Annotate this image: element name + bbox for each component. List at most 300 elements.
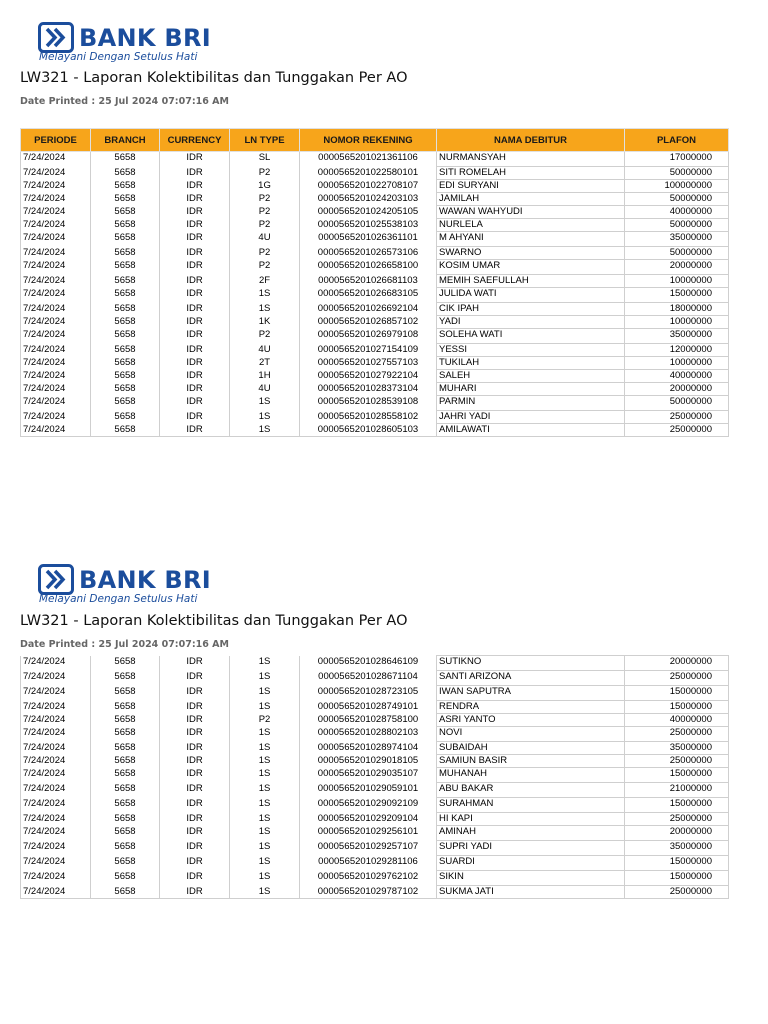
cell-currency: IDR bbox=[160, 193, 230, 206]
cell-branch: 5658 bbox=[91, 152, 160, 167]
col-header-ln-type: LN TYPE bbox=[230, 129, 300, 152]
cell-nomor-rekening: 0000565201028558102 bbox=[300, 411, 437, 424]
cell-nama-debitur: KOSIM UMAR bbox=[437, 260, 625, 275]
cell-periode: 7/24/2024 bbox=[21, 370, 91, 383]
cell-nama-debitur: CIK IPAH bbox=[437, 303, 625, 316]
cell-branch: 5658 bbox=[91, 344, 160, 357]
cell-nomor-rekening: 0000565201028723105 bbox=[300, 686, 437, 701]
cell-plafon: 15000000 bbox=[625, 798, 729, 813]
cell-nomor-rekening: 0000565201021361106 bbox=[300, 152, 437, 167]
cell-branch: 5658 bbox=[91, 871, 160, 886]
cell-nomor-rekening: 0000565201029281106 bbox=[300, 856, 437, 871]
cell-plafon: 35000000 bbox=[625, 742, 729, 755]
cell-nomor-rekening: 0000565201028539108 bbox=[300, 396, 437, 411]
table-row bbox=[21, 768, 729, 783]
cell-ln-type: 2F bbox=[230, 275, 300, 288]
cell-periode: 7/24/2024 bbox=[21, 755, 91, 768]
cell-branch: 5658 bbox=[91, 856, 160, 871]
table-row bbox=[21, 247, 729, 260]
cell-periode: 7/24/2024 bbox=[21, 180, 91, 193]
cell-nama-debitur: EDI SURYANI bbox=[437, 180, 625, 193]
cell-plafon: 18000000 bbox=[625, 303, 729, 316]
cell-periode: 7/24/2024 bbox=[21, 871, 91, 886]
cell-branch: 5658 bbox=[91, 219, 160, 232]
table-row bbox=[21, 755, 729, 768]
cell-plafon: 15000000 bbox=[625, 768, 729, 783]
cell-plafon: 10000000 bbox=[625, 316, 729, 329]
date-printed: Date Printed : 25 Jul 2024 07:07:16 AM bbox=[20, 96, 229, 107]
cell-nama-debitur: MUHANAH bbox=[437, 768, 625, 783]
cell-branch: 5658 bbox=[91, 303, 160, 316]
table-header-row bbox=[21, 129, 729, 152]
cell-plafon: 100000000 bbox=[625, 180, 729, 193]
cell-ln-type: 1S bbox=[230, 656, 300, 671]
cell-branch: 5658 bbox=[91, 886, 160, 899]
cell-plafon: 21000000 bbox=[625, 783, 729, 798]
table-body-2 bbox=[21, 656, 729, 899]
cell-nomor-rekening: 0000565201026683105 bbox=[300, 288, 437, 303]
cell-plafon: 50000000 bbox=[625, 247, 729, 260]
cell-plafon: 25000000 bbox=[625, 813, 729, 826]
cell-plafon: 40000000 bbox=[625, 206, 729, 219]
cell-periode: 7/24/2024 bbox=[21, 232, 91, 247]
cell-plafon: 50000000 bbox=[625, 396, 729, 411]
table-row bbox=[21, 288, 729, 303]
cell-branch: 5658 bbox=[91, 742, 160, 755]
cell-nama-debitur: SITI ROMELAH bbox=[437, 167, 625, 180]
cell-nomor-rekening: 0000565201027154109 bbox=[300, 344, 437, 357]
cell-periode: 7/24/2024 bbox=[21, 656, 91, 671]
cell-nama-debitur: AMINAH bbox=[437, 826, 625, 841]
table-row bbox=[21, 886, 729, 899]
cell-nama-debitur: YADI bbox=[437, 316, 625, 329]
table-row bbox=[21, 316, 729, 329]
cell-nomor-rekening: 0000565201028749101 bbox=[300, 701, 437, 714]
col-header-periode: PERIODE bbox=[21, 129, 91, 152]
cell-currency: IDR bbox=[160, 260, 230, 275]
cell-ln-type: P2 bbox=[230, 260, 300, 275]
cell-currency: IDR bbox=[160, 701, 230, 714]
cell-currency: IDR bbox=[160, 783, 230, 798]
cell-nomor-rekening: 0000565201027922104 bbox=[300, 370, 437, 383]
cell-nomor-rekening: 0000565201024205105 bbox=[300, 206, 437, 219]
bank-logo bbox=[38, 564, 211, 595]
cell-nomor-rekening: 0000565201028646109 bbox=[300, 656, 437, 671]
cell-plafon: 10000000 bbox=[625, 275, 729, 288]
cell-branch: 5658 bbox=[91, 841, 160, 856]
cell-periode: 7/24/2024 bbox=[21, 303, 91, 316]
cell-nama-debitur: NURMANSYAH bbox=[437, 152, 625, 167]
cell-plafon: 35000000 bbox=[625, 841, 729, 856]
table-row bbox=[21, 383, 729, 396]
cell-currency: IDR bbox=[160, 383, 230, 396]
cell-currency: IDR bbox=[160, 755, 230, 768]
cell-ln-type: 1S bbox=[230, 841, 300, 856]
table-row bbox=[21, 396, 729, 411]
cell-ln-type: P2 bbox=[230, 206, 300, 219]
table-row bbox=[21, 329, 729, 344]
cell-nama-debitur: ABU BAKAR bbox=[437, 783, 625, 798]
cell-ln-type: SL bbox=[230, 152, 300, 167]
cell-nomor-rekening: 0000565201028802103 bbox=[300, 727, 437, 742]
cell-plafon: 15000000 bbox=[625, 871, 729, 886]
cell-nomor-rekening: 0000565201029209104 bbox=[300, 813, 437, 826]
cell-branch: 5658 bbox=[91, 167, 160, 180]
cell-nama-debitur: SUTIKNO bbox=[437, 656, 625, 671]
cell-nama-debitur: SANTI ARIZONA bbox=[437, 671, 625, 686]
cell-nomor-rekening: 0000565201026658100 bbox=[300, 260, 437, 275]
cell-periode: 7/24/2024 bbox=[21, 411, 91, 424]
cell-nomor-rekening: 0000565201028974104 bbox=[300, 742, 437, 755]
cell-nama-debitur: TUKILAH bbox=[437, 357, 625, 370]
cell-nomor-rekening: 0000565201029257107 bbox=[300, 841, 437, 856]
cell-plafon: 50000000 bbox=[625, 167, 729, 180]
report-table-1 bbox=[20, 128, 729, 437]
cell-plafon: 25000000 bbox=[625, 886, 729, 899]
cell-periode: 7/24/2024 bbox=[21, 329, 91, 344]
cell-nama-debitur: MEMIH SAEFULLAH bbox=[437, 275, 625, 288]
table-row bbox=[21, 206, 729, 219]
cell-periode: 7/24/2024 bbox=[21, 260, 91, 275]
cell-ln-type: 1S bbox=[230, 686, 300, 701]
cell-nama-debitur: PARMIN bbox=[437, 396, 625, 411]
cell-currency: IDR bbox=[160, 686, 230, 701]
cell-periode: 7/24/2024 bbox=[21, 383, 91, 396]
cell-currency: IDR bbox=[160, 411, 230, 424]
cell-ln-type: 1S bbox=[230, 871, 300, 886]
cell-nomor-rekening: 0000565201029256101 bbox=[300, 826, 437, 841]
cell-branch: 5658 bbox=[91, 232, 160, 247]
cell-nama-debitur: HI KAPI bbox=[437, 813, 625, 826]
table-row bbox=[21, 152, 729, 167]
cell-currency: IDR bbox=[160, 152, 230, 167]
cell-periode: 7/24/2024 bbox=[21, 841, 91, 856]
cell-ln-type: 2T bbox=[230, 357, 300, 370]
cell-periode: 7/24/2024 bbox=[21, 288, 91, 303]
cell-currency: IDR bbox=[160, 329, 230, 344]
cell-nama-debitur: ASRI YANTO bbox=[437, 714, 625, 727]
cell-nama-debitur: M AHYANI bbox=[437, 232, 625, 247]
cell-nama-debitur: JAMILAH bbox=[437, 193, 625, 206]
cell-currency: IDR bbox=[160, 219, 230, 232]
cell-periode: 7/24/2024 bbox=[21, 671, 91, 686]
cell-nama-debitur: AMILAWATI bbox=[437, 424, 625, 437]
cell-periode: 7/24/2024 bbox=[21, 424, 91, 437]
cell-branch: 5658 bbox=[91, 275, 160, 288]
cell-periode: 7/24/2024 bbox=[21, 396, 91, 411]
cell-nomor-rekening: 0000565201029787102 bbox=[300, 886, 437, 899]
cell-nama-debitur: SUKMA JATI bbox=[437, 886, 625, 899]
cell-nomor-rekening: 0000565201026361101 bbox=[300, 232, 437, 247]
cell-ln-type: 1S bbox=[230, 768, 300, 783]
cell-nama-debitur: RENDRA bbox=[437, 701, 625, 714]
cell-ln-type: P2 bbox=[230, 167, 300, 180]
cell-branch: 5658 bbox=[91, 727, 160, 742]
cell-nomor-rekening: 0000565201025538103 bbox=[300, 219, 437, 232]
cell-nama-debitur: NOVI bbox=[437, 727, 625, 742]
cell-plafon: 20000000 bbox=[625, 656, 729, 671]
cell-nama-debitur: YESSI bbox=[437, 344, 625, 357]
cell-nomor-rekening: 0000565201029018105 bbox=[300, 755, 437, 768]
cell-nama-debitur: WAWAN WAHYUDI bbox=[437, 206, 625, 219]
cell-ln-type: 1K bbox=[230, 316, 300, 329]
cell-ln-type: 1S bbox=[230, 856, 300, 871]
report-title: LW321 - Laporan Kolektibilitas dan Tunggakan Per AO bbox=[20, 70, 408, 86]
cell-periode: 7/24/2024 bbox=[21, 813, 91, 826]
cell-periode: 7/24/2024 bbox=[21, 826, 91, 841]
cell-branch: 5658 bbox=[91, 686, 160, 701]
cell-currency: IDR bbox=[160, 871, 230, 886]
cell-ln-type: 1H bbox=[230, 370, 300, 383]
cell-branch: 5658 bbox=[91, 329, 160, 344]
cell-periode: 7/24/2024 bbox=[21, 798, 91, 813]
cell-branch: 5658 bbox=[91, 316, 160, 329]
table-body-1 bbox=[21, 152, 729, 437]
cell-ln-type: 1S bbox=[230, 288, 300, 303]
cell-plafon: 15000000 bbox=[625, 686, 729, 701]
cell-periode: 7/24/2024 bbox=[21, 742, 91, 755]
cell-periode: 7/24/2024 bbox=[21, 275, 91, 288]
cell-plafon: 25000000 bbox=[625, 671, 729, 686]
col-header-nama-debitur: NAMA DEBITUR bbox=[437, 129, 625, 152]
cell-periode: 7/24/2024 bbox=[21, 219, 91, 232]
cell-branch: 5658 bbox=[91, 383, 160, 396]
logo-tagline: Melayani Dengan Setulus Hati bbox=[39, 51, 198, 63]
cell-periode: 7/24/2024 bbox=[21, 714, 91, 727]
bri-logo-icon bbox=[38, 564, 74, 595]
cell-branch: 5658 bbox=[91, 357, 160, 370]
table-row bbox=[21, 798, 729, 813]
cell-nama-debitur: IWAN SAPUTRA bbox=[437, 686, 625, 701]
cell-nomor-rekening: 0000565201026692104 bbox=[300, 303, 437, 316]
table-row bbox=[21, 167, 729, 180]
cell-ln-type: 1S bbox=[230, 727, 300, 742]
cell-nomor-rekening: 0000565201028373104 bbox=[300, 383, 437, 396]
cell-plafon: 25000000 bbox=[625, 727, 729, 742]
table-row bbox=[21, 671, 729, 686]
cell-branch: 5658 bbox=[91, 768, 160, 783]
cell-nama-debitur: SUPRI YADI bbox=[437, 841, 625, 856]
cell-branch: 5658 bbox=[91, 370, 160, 383]
cell-nama-debitur: SUBAIDAH bbox=[437, 742, 625, 755]
cell-nomor-rekening: 0000565201022708107 bbox=[300, 180, 437, 193]
table-row bbox=[21, 727, 729, 742]
table-row bbox=[21, 841, 729, 856]
cell-nomor-rekening: 0000565201028605103 bbox=[300, 424, 437, 437]
cell-currency: IDR bbox=[160, 370, 230, 383]
cell-branch: 5658 bbox=[91, 755, 160, 768]
table-row bbox=[21, 357, 729, 370]
logo-tagline: Melayani Dengan Setulus Hati bbox=[39, 593, 198, 605]
cell-plafon: 25000000 bbox=[625, 424, 729, 437]
cell-ln-type: P2 bbox=[230, 193, 300, 206]
table-row bbox=[21, 303, 729, 316]
cell-nomor-rekening: 0000565201026573106 bbox=[300, 247, 437, 260]
cell-plafon: 40000000 bbox=[625, 714, 729, 727]
cell-branch: 5658 bbox=[91, 701, 160, 714]
cell-nomor-rekening: 0000565201029035107 bbox=[300, 768, 437, 783]
cell-plafon: 15000000 bbox=[625, 856, 729, 871]
cell-ln-type: 4U bbox=[230, 383, 300, 396]
table-row bbox=[21, 783, 729, 798]
cell-currency: IDR bbox=[160, 316, 230, 329]
cell-currency: IDR bbox=[160, 671, 230, 686]
cell-branch: 5658 bbox=[91, 813, 160, 826]
cell-nomor-rekening: 0000565201029762102 bbox=[300, 871, 437, 886]
cell-periode: 7/24/2024 bbox=[21, 193, 91, 206]
cell-plafon: 20000000 bbox=[625, 383, 729, 396]
report-title: LW321 - Laporan Kolektibilitas dan Tunggakan Per AO bbox=[20, 613, 408, 629]
cell-branch: 5658 bbox=[91, 193, 160, 206]
cell-plafon: 35000000 bbox=[625, 232, 729, 247]
cell-currency: IDR bbox=[160, 742, 230, 755]
cell-nama-debitur: JULIDA WATI bbox=[437, 288, 625, 303]
cell-nama-debitur: SOLEHA WATI bbox=[437, 329, 625, 344]
cell-branch: 5658 bbox=[91, 798, 160, 813]
cell-periode: 7/24/2024 bbox=[21, 167, 91, 180]
table-row bbox=[21, 344, 729, 357]
cell-ln-type: P2 bbox=[230, 329, 300, 344]
cell-currency: IDR bbox=[160, 727, 230, 742]
cell-ln-type: 1S bbox=[230, 813, 300, 826]
col-header-nomor-rekening: NOMOR REKENING bbox=[300, 129, 437, 152]
table-row bbox=[21, 813, 729, 826]
cell-nama-debitur: NURLELA bbox=[437, 219, 625, 232]
cell-currency: IDR bbox=[160, 206, 230, 219]
cell-plafon: 50000000 bbox=[625, 219, 729, 232]
col-header-plafon: PLAFON bbox=[625, 129, 729, 152]
cell-branch: 5658 bbox=[91, 260, 160, 275]
cell-nama-debitur: JAHRI YADI bbox=[437, 411, 625, 424]
cell-nomor-rekening: 0000565201022580101 bbox=[300, 167, 437, 180]
cell-periode: 7/24/2024 bbox=[21, 886, 91, 899]
cell-plafon: 35000000 bbox=[625, 329, 729, 344]
cell-nomor-rekening: 0000565201029092109 bbox=[300, 798, 437, 813]
cell-ln-type: P2 bbox=[230, 247, 300, 260]
bri-logo-icon bbox=[38, 22, 74, 53]
table-row bbox=[21, 701, 729, 714]
cell-nomor-rekening: 0000565201028758100 bbox=[300, 714, 437, 727]
cell-currency: IDR bbox=[160, 656, 230, 671]
cell-ln-type: 1S bbox=[230, 742, 300, 755]
cell-periode: 7/24/2024 bbox=[21, 783, 91, 798]
cell-currency: IDR bbox=[160, 357, 230, 370]
cell-currency: IDR bbox=[160, 167, 230, 180]
cell-ln-type: 1S bbox=[230, 303, 300, 316]
cell-branch: 5658 bbox=[91, 247, 160, 260]
cell-nama-debitur: SWARNO bbox=[437, 247, 625, 260]
cell-nomor-rekening: 0000565201026681103 bbox=[300, 275, 437, 288]
cell-ln-type: 4U bbox=[230, 344, 300, 357]
logo-text: BANK BRI bbox=[79, 23, 212, 52]
col-header-currency: CURRENCY bbox=[160, 129, 230, 152]
cell-branch: 5658 bbox=[91, 424, 160, 437]
cell-nomor-rekening: 0000565201027557103 bbox=[300, 357, 437, 370]
cell-nama-debitur: SIKIN bbox=[437, 871, 625, 886]
cell-periode: 7/24/2024 bbox=[21, 701, 91, 714]
table-row bbox=[21, 232, 729, 247]
cell-periode: 7/24/2024 bbox=[21, 206, 91, 219]
col-header-branch: BRANCH bbox=[91, 129, 160, 152]
cell-currency: IDR bbox=[160, 798, 230, 813]
table-row bbox=[21, 370, 729, 383]
report-table-2 bbox=[20, 655, 729, 899]
cell-currency: IDR bbox=[160, 826, 230, 841]
cell-periode: 7/24/2024 bbox=[21, 152, 91, 167]
cell-currency: IDR bbox=[160, 288, 230, 303]
cell-periode: 7/24/2024 bbox=[21, 727, 91, 742]
cell-branch: 5658 bbox=[91, 714, 160, 727]
cell-branch: 5658 bbox=[91, 671, 160, 686]
cell-currency: IDR bbox=[160, 424, 230, 437]
cell-plafon: 25000000 bbox=[625, 755, 729, 768]
cell-currency: IDR bbox=[160, 813, 230, 826]
cell-currency: IDR bbox=[160, 247, 230, 260]
cell-ln-type: 1S bbox=[230, 701, 300, 714]
cell-currency: IDR bbox=[160, 396, 230, 411]
cell-nama-debitur: SUARDI bbox=[437, 856, 625, 871]
cell-plafon: 15000000 bbox=[625, 288, 729, 303]
cell-ln-type: 1S bbox=[230, 755, 300, 768]
date-printed: Date Printed : 25 Jul 2024 07:07:16 AM bbox=[20, 639, 229, 650]
cell-plafon: 12000000 bbox=[625, 344, 729, 357]
table-row bbox=[21, 180, 729, 193]
cell-periode: 7/24/2024 bbox=[21, 247, 91, 260]
table-row bbox=[21, 686, 729, 701]
table-row bbox=[21, 260, 729, 275]
cell-branch: 5658 bbox=[91, 656, 160, 671]
cell-plafon: 17000000 bbox=[625, 152, 729, 167]
cell-ln-type: 1S bbox=[230, 396, 300, 411]
cell-ln-type: P2 bbox=[230, 714, 300, 727]
cell-currency: IDR bbox=[160, 841, 230, 856]
cell-periode: 7/24/2024 bbox=[21, 357, 91, 370]
cell-ln-type: P2 bbox=[230, 219, 300, 232]
cell-plafon: 10000000 bbox=[625, 357, 729, 370]
cell-currency: IDR bbox=[160, 856, 230, 871]
cell-currency: IDR bbox=[160, 344, 230, 357]
table-row bbox=[21, 193, 729, 206]
cell-nama-debitur: MUHARI bbox=[437, 383, 625, 396]
cell-periode: 7/24/2024 bbox=[21, 856, 91, 871]
cell-plafon: 20000000 bbox=[625, 826, 729, 841]
cell-branch: 5658 bbox=[91, 206, 160, 219]
table-row bbox=[21, 856, 729, 871]
cell-currency: IDR bbox=[160, 232, 230, 247]
table-row bbox=[21, 411, 729, 424]
cell-nomor-rekening: 0000565201029059101 bbox=[300, 783, 437, 798]
logo-text: BANK BRI bbox=[79, 565, 212, 594]
cell-ln-type: 1S bbox=[230, 671, 300, 686]
table-row bbox=[21, 219, 729, 232]
cell-nomor-rekening: 0000565201028671104 bbox=[300, 671, 437, 686]
cell-ln-type: 1G bbox=[230, 180, 300, 193]
cell-periode: 7/24/2024 bbox=[21, 316, 91, 329]
cell-nomor-rekening: 0000565201024203103 bbox=[300, 193, 437, 206]
table-row bbox=[21, 424, 729, 437]
cell-ln-type: 1S bbox=[230, 783, 300, 798]
cell-branch: 5658 bbox=[91, 288, 160, 303]
table-row bbox=[21, 275, 729, 288]
cell-ln-type: 1S bbox=[230, 411, 300, 424]
bank-logo bbox=[38, 22, 211, 53]
cell-currency: IDR bbox=[160, 714, 230, 727]
cell-currency: IDR bbox=[160, 303, 230, 316]
cell-nomor-rekening: 0000565201026979108 bbox=[300, 329, 437, 344]
cell-plafon: 15000000 bbox=[625, 701, 729, 714]
cell-branch: 5658 bbox=[91, 180, 160, 193]
table-row bbox=[21, 656, 729, 671]
